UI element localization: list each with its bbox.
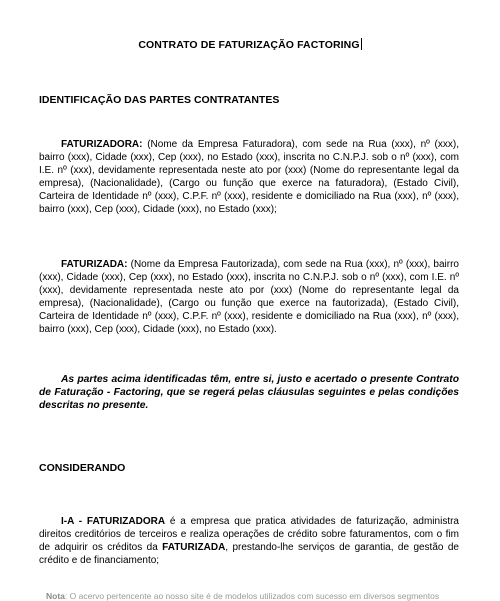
section-heading-considerando: CONSIDERANDO [39,462,126,474]
faturizada-text: (Nome da Empresa Fautorizada), com sede na Rua (xxx), nº (xxx), bairro (xxx), Cidade (xxx), Cep (xxx), no Estado (xxx), inscrita no C.N.P.J. sob o nº (xxx), com I.E. nº (xxx), devidamente representada neste ato por (xxx) (Nome do representante legal da empresa), (Nacionalidade), (Cargo ou função que exerce na fautorizada), (Estado Civil), Carteira de Identidade nº (xxx), C.P.F. nº (xxx), residente e domiciliado na Rua (xxx), nº (xxx), bairro (xxx), Cep (xxx), Cidade (xxx), no Estado (xxx). [39,259,459,335]
note-text: : O acervo pertencente ao nosso site é de modelos utilizados com sucesso em diversos segmentos [64,591,440,601]
title-text: CONTRATO DE FATURIZAÇÃO FACTORING [138,39,360,51]
faturizadora-label: FATURIZADORA: [61,139,143,150]
clause-ia-bold-mid: FATURIZADA [162,542,226,553]
document-title [0,38,500,51]
faturizadora-text: (Nome da Empresa Faturadora), com sede na Rua (xxx), nº (xxx), bairro (xxx), Cidade (xxx), Cep (xxx), no Estado (xxx), inscrita no C.N.P.J. sob o nº (xxx), com I.E. nº (xxx), devidamente representada neste ato por (xxx) (Nome do representante legal da empresa), (Nacionalidade), (Cargo ou função que exerce na faturadora), (Estado Civil), Carteira de Identidade nº (xxx), C.P.F. nº (xxx), residente e domiciliado na Rua (xxx), nº (xxx), bairro (xxx), Cep (xxx), Cidade (xxx), no Estado (xxx); [39,139,459,215]
paragraph-agreement: As partes acima identificadas têm, entre si, justo e acertado o presente Contrato de Faturação - Factoring, que se regerá pelas cláusulas seguintes e pelas condições descritas no presente. [39,374,459,411]
clause-ia-text-before: é a empresa que pratica atividades de faturização, administra direitos creditórios de terceiros e realiza operações de crédito sobre faturamentos, com o fim de adquirir os créditos da [39,516,459,553]
faturizada-label: FATURIZADA: [61,259,128,270]
clause-ia-label: I-A - FATURIZADORA [61,516,166,527]
paragraph-clause-ia [39,515,459,567]
paragraph-faturizadora [39,138,459,216]
paragraph-faturizada [39,258,459,336]
text-cursor [361,38,362,50]
clause-ia-text-after: , prestando-lhe serviços de garantia, de gestão de crédito e de financiamento; [39,542,459,566]
section-heading-identification: IDENTIFICAÇÃO DAS PARTES CONTRATANTES [39,94,280,106]
note-label: Nota [46,591,65,601]
